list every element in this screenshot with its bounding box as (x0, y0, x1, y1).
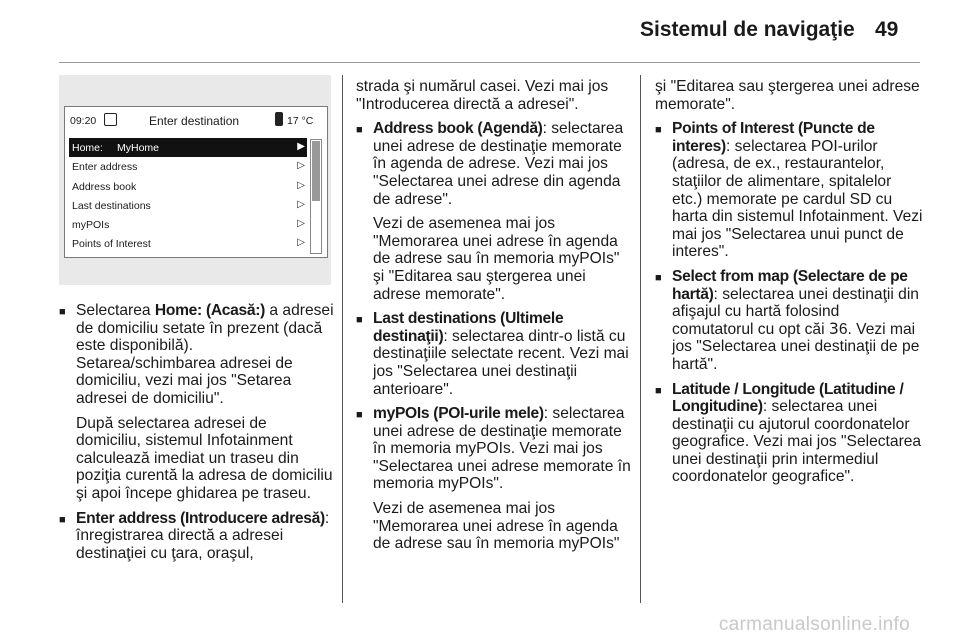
page-reference-icon: 3 (828, 319, 839, 338)
list-item-body (672, 120, 923, 261)
continued-paragraph: şi "Editarea sau ştergerea unei adrese memorate". (655, 78, 920, 113)
chevron-right-icon: ▷ (297, 199, 305, 210)
chevron-right-icon: ▷ (297, 218, 305, 229)
paragraph (373, 405, 632, 493)
chevron-right-icon: ▷ (297, 160, 305, 171)
paragraph: Vezi de asemenea mai jos "Memorarea unei adrese în agenda de adrese sau în memoria myPOIs" (373, 500, 620, 553)
chevron-right-icon: ▷ (297, 180, 305, 191)
text: : selectarea POI-urilor (adresa, de ex., restaurantelor, staţiilor de alimentare, spitalelor etc.) memorate pe cardul SD cu harta din sistemul Infotainment. Vezi mai jos "Selectarea unui punct de interes". (672, 137, 923, 261)
bullet: ■ (356, 124, 363, 137)
screen-scrollbar-thumb[interactable] (312, 141, 320, 201)
page-number: 49 (875, 18, 899, 41)
bullet: ■ (59, 513, 66, 526)
column-divider-2 (640, 75, 641, 603)
term: myPOIs (POI-urile mele) (373, 405, 544, 423)
menu-item-label: Enter address (72, 161, 138, 173)
text: : selectarea unei destinaţii din afişajul cu hartă folosind comutatorul cu opt căi (672, 285, 919, 338)
paragraph (373, 310, 632, 398)
column-3-text (655, 78, 923, 493)
column-2-text (356, 78, 632, 560)
list-item-last-destinations (356, 310, 632, 398)
chevron-right-icon: ▷ (297, 237, 305, 248)
column-divider-1 (342, 75, 343, 603)
menu-item-points-of-interest[interactable] (69, 234, 307, 253)
paragraph (76, 510, 334, 563)
menu-item-label: Points of Interest (72, 238, 151, 250)
paragraph (672, 120, 923, 261)
list-item-enter-address (59, 510, 334, 563)
bullet: ■ (59, 306, 66, 318)
list-item-mypois (356, 405, 632, 553)
bullet: ■ (655, 271, 662, 284)
list-item-home (59, 302, 334, 503)
menu-item-mypois[interactable] (69, 215, 307, 234)
term: Latitude / Longitude (Latitudine / Longitudine) (672, 380, 904, 416)
screen-time: 09:20 (70, 115, 97, 127)
screen-scrollbar[interactable] (310, 139, 322, 254)
list-item-points-of-interest (655, 120, 923, 261)
clock-icon (104, 113, 117, 126)
paragraph: După selectarea adresei de domiciliu, sistemul Infotainment calculează imediat un traseu din poziţia curentă la adresa de domiciliu şi apoi începe ghidarea pe traseu. (76, 414, 333, 502)
text: : selectarea unei adrese de destinaţie memorate în memoria myPOIs. Vezi mai jos "Selectarea unei adrese memorate în memoria myPOIs". (373, 405, 631, 493)
list-item-latitude-longitude (655, 381, 923, 487)
menu-item-address-book[interactable] (69, 177, 307, 196)
list-item-select-from-map (655, 268, 923, 374)
paragraph (672, 268, 923, 374)
menu-item-enter-address[interactable] (69, 157, 307, 176)
bullet: ■ (655, 384, 662, 397)
text: : selectarea unei destinaţii cu ajutorul coordonatelor geografice. Vezi mai jos "Selectarea unei destinaţii prin intermediul coordonatelor geografice". (672, 398, 922, 486)
term: Address book (Agendă) (373, 120, 543, 138)
text: : înregistrarea directă a adresei destinaţiei cu ţara, oraşul, (76, 509, 330, 562)
list-item-body (373, 405, 632, 553)
term: Select from map (Selectare de pe hartă) (672, 267, 908, 303)
paragraph: Vezi de asemenea mai jos "Memorarea unei adrese în agenda de adrese sau în memoria myPOIs" şi "Editarea sau ştergerea unei adrese memorate". (373, 215, 620, 303)
menu-item-last-destinations[interactable] (69, 196, 307, 215)
infotainment-screen (64, 106, 328, 258)
paragraph (672, 381, 923, 487)
text: a adresei de domiciliu setate în prezent (dacă este disponibilă). Setarea/schimbarea adresei de domiciliu, vezi mai jos "Setarea adresei de domiciliu". (76, 302, 334, 407)
menu-item-home[interactable] (69, 138, 307, 157)
menu-item-label: Last destinations (72, 200, 151, 212)
thermometer-icon (275, 112, 283, 126)
list-item-body (373, 120, 632, 303)
watermark: carmanualsonline.info (718, 614, 910, 635)
text: . Vezi mai jos "Selectarea unei destinaţii de pe hartă". (672, 320, 920, 373)
bullet: ■ (655, 124, 662, 137)
continued-paragraph: strada şi numărul casei. Vezi mai jos "Introducerea directă a adresei". (356, 78, 609, 113)
screen-top-bar (65, 107, 327, 133)
column-1-text (59, 302, 334, 569)
paragraph (76, 302, 334, 408)
chevron-right-icon: ▶ (297, 141, 305, 152)
menu-item-home-label: Home: (72, 142, 103, 154)
list-item-body (672, 268, 923, 374)
list-item-body (76, 510, 334, 563)
screen-temperature: 17 °C (287, 115, 314, 127)
term: Last destinations (Ultimele destinaţii) (373, 310, 564, 345)
text: : selectarea unei adrese de destinaţie memorate în agenda de adrese. Vezi mai jos "Selectarea unei adrese din agenda de adrese". (373, 120, 624, 208)
text: Selectarea (76, 302, 155, 319)
header-rule (59, 62, 920, 63)
bullet: ■ (356, 314, 363, 327)
text: : selectarea dintr-o listă cu destinaţiile selectate recent. Vezi mai jos "Selectarea unei destinaţii anterioare". (373, 327, 629, 398)
paragraph (373, 120, 632, 208)
term: Points of Interest (Puncte de interes) (672, 120, 875, 155)
bullet: ■ (356, 409, 363, 422)
menu-item-label: Address book (72, 181, 137, 193)
term: Home: (Acasă:) (154, 302, 266, 319)
list-item-body (373, 310, 632, 398)
term: Enter address (Introducere adresă) (76, 509, 325, 527)
menu-item-home-value: MyHome (117, 142, 160, 154)
page-header-title: Sistemul de navigaţie (640, 18, 855, 41)
list-item-address-book (356, 120, 632, 303)
menu-item-label: myPOIs (72, 219, 110, 231)
screen-title: Enter destination (149, 114, 240, 128)
page-reference[interactable]: 6 (838, 320, 848, 338)
list-item-body (672, 381, 923, 487)
list-item-body (76, 302, 334, 503)
